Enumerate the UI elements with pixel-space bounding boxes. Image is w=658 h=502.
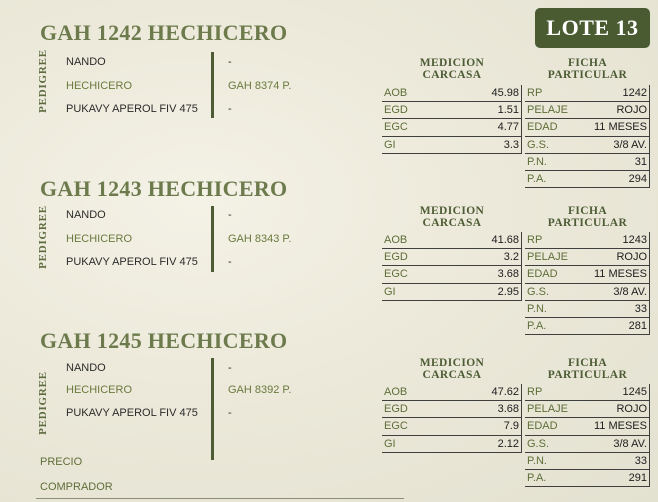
animal-block bbox=[0, 20, 658, 185]
table-row: AOB 45.98 bbox=[382, 85, 522, 102]
table-row: P.N. 31 bbox=[525, 154, 650, 171]
pedigree-sire: NANDO bbox=[66, 362, 106, 374]
medicion-header: MEDICION CARCASA bbox=[419, 57, 485, 81]
table-row: GI 2.95 bbox=[382, 284, 522, 301]
table-row: G.S. 3/8 AV. bbox=[525, 284, 650, 301]
medicion-header: MEDICION CARCASA bbox=[419, 357, 485, 381]
animal-title: GAH 1243 HECHICERO bbox=[40, 176, 288, 201]
ficha-table bbox=[525, 384, 650, 487]
lote-badge: LOTE 13 bbox=[535, 8, 650, 48]
ficha-table bbox=[525, 85, 650, 188]
table-row: EDAD 11 MESES bbox=[525, 119, 650, 136]
animal-block bbox=[0, 328, 658, 484]
pedigree-name-ref: GAH 8374 P. bbox=[228, 80, 292, 92]
table-row: EDAD 11 MESES bbox=[525, 266, 650, 283]
ficha-table bbox=[525, 232, 650, 335]
pedigree-label: PEDIGREE bbox=[37, 371, 50, 435]
table-row: P.A. 281 bbox=[525, 318, 650, 335]
pedigree-sire-ref: - bbox=[228, 362, 232, 374]
table-row: EGC 3.68 bbox=[382, 266, 522, 283]
table-row: EDAD 11 MESES bbox=[525, 418, 650, 435]
pedigree-divider bbox=[211, 206, 214, 272]
animal-title: GAH 1242 HECHICERO bbox=[40, 20, 288, 45]
pedigree-dam: PUKAVY APEROL FIV 475 bbox=[66, 256, 198, 268]
table-row: GI 2.12 bbox=[382, 436, 522, 453]
precio-label: PRECIO bbox=[40, 456, 83, 468]
table-row: P.N. 33 bbox=[525, 453, 650, 470]
pedigree-sire: NANDO bbox=[66, 209, 106, 221]
table-row: P.A. 291 bbox=[525, 470, 650, 487]
pedigree-name: HECHICERO bbox=[66, 384, 133, 396]
pedigree-divider bbox=[211, 52, 214, 118]
pedigree-sire-ref: - bbox=[228, 209, 232, 221]
table-row: PELAJE ROJO bbox=[525, 249, 650, 266]
pedigree-dam-ref: - bbox=[228, 407, 232, 419]
ficha-header: FICHA PARTICULAR bbox=[547, 57, 628, 81]
table-row: EGD 3.2 bbox=[382, 249, 522, 266]
table-row: PELAJE ROJO bbox=[525, 401, 650, 418]
pedigree-dam-ref: - bbox=[228, 256, 232, 268]
comprador-label: COMPRADOR bbox=[40, 481, 113, 493]
pedigree-name-ref: GAH 8343 P. bbox=[228, 233, 292, 245]
pedigree-dam-ref: - bbox=[228, 103, 232, 115]
ficha-header: FICHA PARTICULAR bbox=[547, 205, 628, 229]
table-row: RP 1245 bbox=[525, 384, 650, 401]
table-row: GI 3.3 bbox=[382, 137, 522, 154]
table-row: G.S. 3/8 AV. bbox=[525, 137, 650, 154]
pedigree-sire: NANDO bbox=[66, 56, 106, 68]
medicion-table bbox=[382, 232, 522, 301]
medicion-header: MEDICION CARCASA bbox=[419, 205, 485, 229]
animal-block bbox=[0, 176, 658, 332]
pedigree-sire-ref: - bbox=[228, 56, 232, 68]
pedigree-divider bbox=[211, 358, 214, 460]
pedigree-name: HECHICERO bbox=[66, 80, 133, 92]
table-row: P.A. 294 bbox=[525, 171, 650, 188]
table-row: RP 1243 bbox=[525, 232, 650, 249]
pedigree-label: PEDIGREE bbox=[37, 49, 50, 113]
table-row: EGC 4.77 bbox=[382, 119, 522, 136]
table-row: AOB 47.62 bbox=[382, 384, 522, 401]
pedigree-label: PEDIGREE bbox=[37, 205, 50, 269]
comprador-underline bbox=[36, 498, 404, 499]
table-row: P.N. 33 bbox=[525, 301, 650, 318]
table-row: G.S. 3/8 AV. bbox=[525, 436, 650, 453]
animal-title: GAH 1245 HECHICERO bbox=[40, 328, 288, 353]
table-row: EGC 7.9 bbox=[382, 418, 522, 435]
ficha-header: FICHA PARTICULAR bbox=[547, 357, 628, 381]
pedigree-dam: PUKAVY APEROL FIV 475 bbox=[66, 103, 198, 115]
table-row: AOB 41.68 bbox=[382, 232, 522, 249]
medicion-table bbox=[382, 85, 522, 154]
pedigree-name: HECHICERO bbox=[66, 233, 133, 245]
pedigree-dam: PUKAVY APEROL FIV 475 bbox=[66, 407, 198, 419]
table-row: RP 1242 bbox=[525, 85, 650, 102]
table-row: EGD 1.51 bbox=[382, 102, 522, 119]
table-row: EGD 3.68 bbox=[382, 401, 522, 418]
table-row: PELAJE ROJO bbox=[525, 102, 650, 119]
pedigree-name-ref: GAH 8392 P. bbox=[228, 384, 292, 396]
medicion-table bbox=[382, 384, 522, 453]
